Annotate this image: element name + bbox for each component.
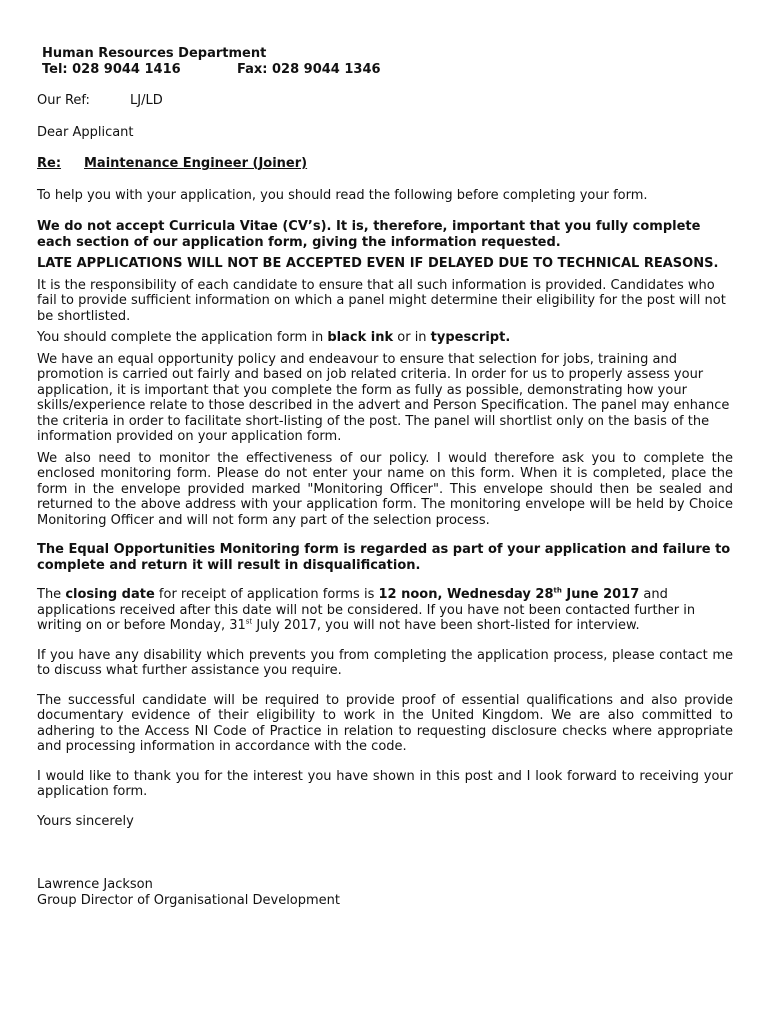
closing-date-paragraph: The closing date for receipt of application forms is 12 noon, Wednesday 28th June 2017 and applications received after this date will not be considered. If you have not been contacted further in writing on or before Monday, 31st July 2017, you will not have been short-listed for interview. [37,586,696,633]
department-name: Human Resources Department [42,46,267,61]
equal-opportunity-paragraph: We have an equal opportunity policy and endeavour to ensure that selection for jobs, training and promotion is carried out fairly and based on job related criteria. In order for us to properly assess your application, it is important that you complete the form as fully as possible, demonstrating how your skills/experience relate to those described in the advert and Person Specification. The panel may enhance the criteria in order to facilitate short-listing of the post. The panel will shortlist only on the basis of the information provided on your application form. [37,351,730,444]
typescript: typescript. [430,330,511,345]
subject-title: Maintenance Engineer (Joiner) [84,156,308,171]
fax: Fax: 028 9044 1346 [237,61,381,77]
late-applications-notice: LATE APPLICATIONS WILL NOT BE ACCEPTED EVEN IF DELAYED DUE TO TECHNICAL REASONS. [37,256,719,271]
salutation: Dear Applicant [37,124,134,140]
black-ink: black ink [327,330,394,345]
reference-label: Our Ref: [37,93,90,108]
cv-notice: We do not accept Curricula Vitae (CV’s). It is, therefore, important that you fully complete each section of our application form, giving the information requested. [37,219,701,250]
closing-date-label: closing date [65,587,155,602]
letter [37,46,733,908]
contact-line [42,62,733,78]
subject-line [37,156,733,172]
disability-paragraph: If you have any disability which prevents you from completing the application process, please contact me to discuss what further assistance you require. [37,647,733,678]
signatory-name: Lawrence Jackson [37,877,153,892]
subject-label: Re: [37,156,62,171]
ink-paragraph: You should complete the application form in black ink or in typescript. [37,330,511,345]
monitoring-paragraph: We also need to monitor the effectiveness of our policy. I would therefore ask you to complete the enclosed monitoring form. Please do not enter your name on this form. When it is completed, place the form in the envelope provided marked "Monitoring Officer". This envelope should then be sealed and returned to the above address with your application form. The monitoring envelope will be held by Choice Monitoring Officer and will not form any part of the selection process. [37,450,733,528]
monitoring-notice: The Equal Opportunities Monitoring form is regarded as part of your application and failure to complete and return it will result in disqualification. [37,542,731,573]
deadline: 12 noon, Wednesday 28th June 2017 [378,586,640,602]
responsibility-paragraph: It is the responsibility of each candidate to ensure that all such information is provided. Candidates who fail to provide sufficient information on which a panel might determine their eligibility for the post will not be shortlisted. [37,277,726,324]
reference-line [37,93,733,109]
closing-phrase: Yours sincerely [37,813,134,829]
successful-candidate-paragraph: The successful candidate will be required to provide proof of essential qualifications and also provide documentary evidence of their eligibility to work in the United Kingdom. We are also committed to adhering to the Access NI Code of Practice in relation to requesting disclosure checks where appropriate and processing information in accordance with the code. [37,692,733,754]
thanks-paragraph: I would like to thank you for the interest you have shown in this post and I look forward to receiving your application form. [37,768,733,799]
intro-paragraph: To help you with your application, you should read the following before completing your form. [37,187,648,203]
letter-header [37,46,733,77]
signatory-title: Group Director of Organisational Development [37,892,341,908]
telephone: Tel: 028 9044 1416 [42,61,181,77]
reference-value: LJ/LD [130,93,163,108]
